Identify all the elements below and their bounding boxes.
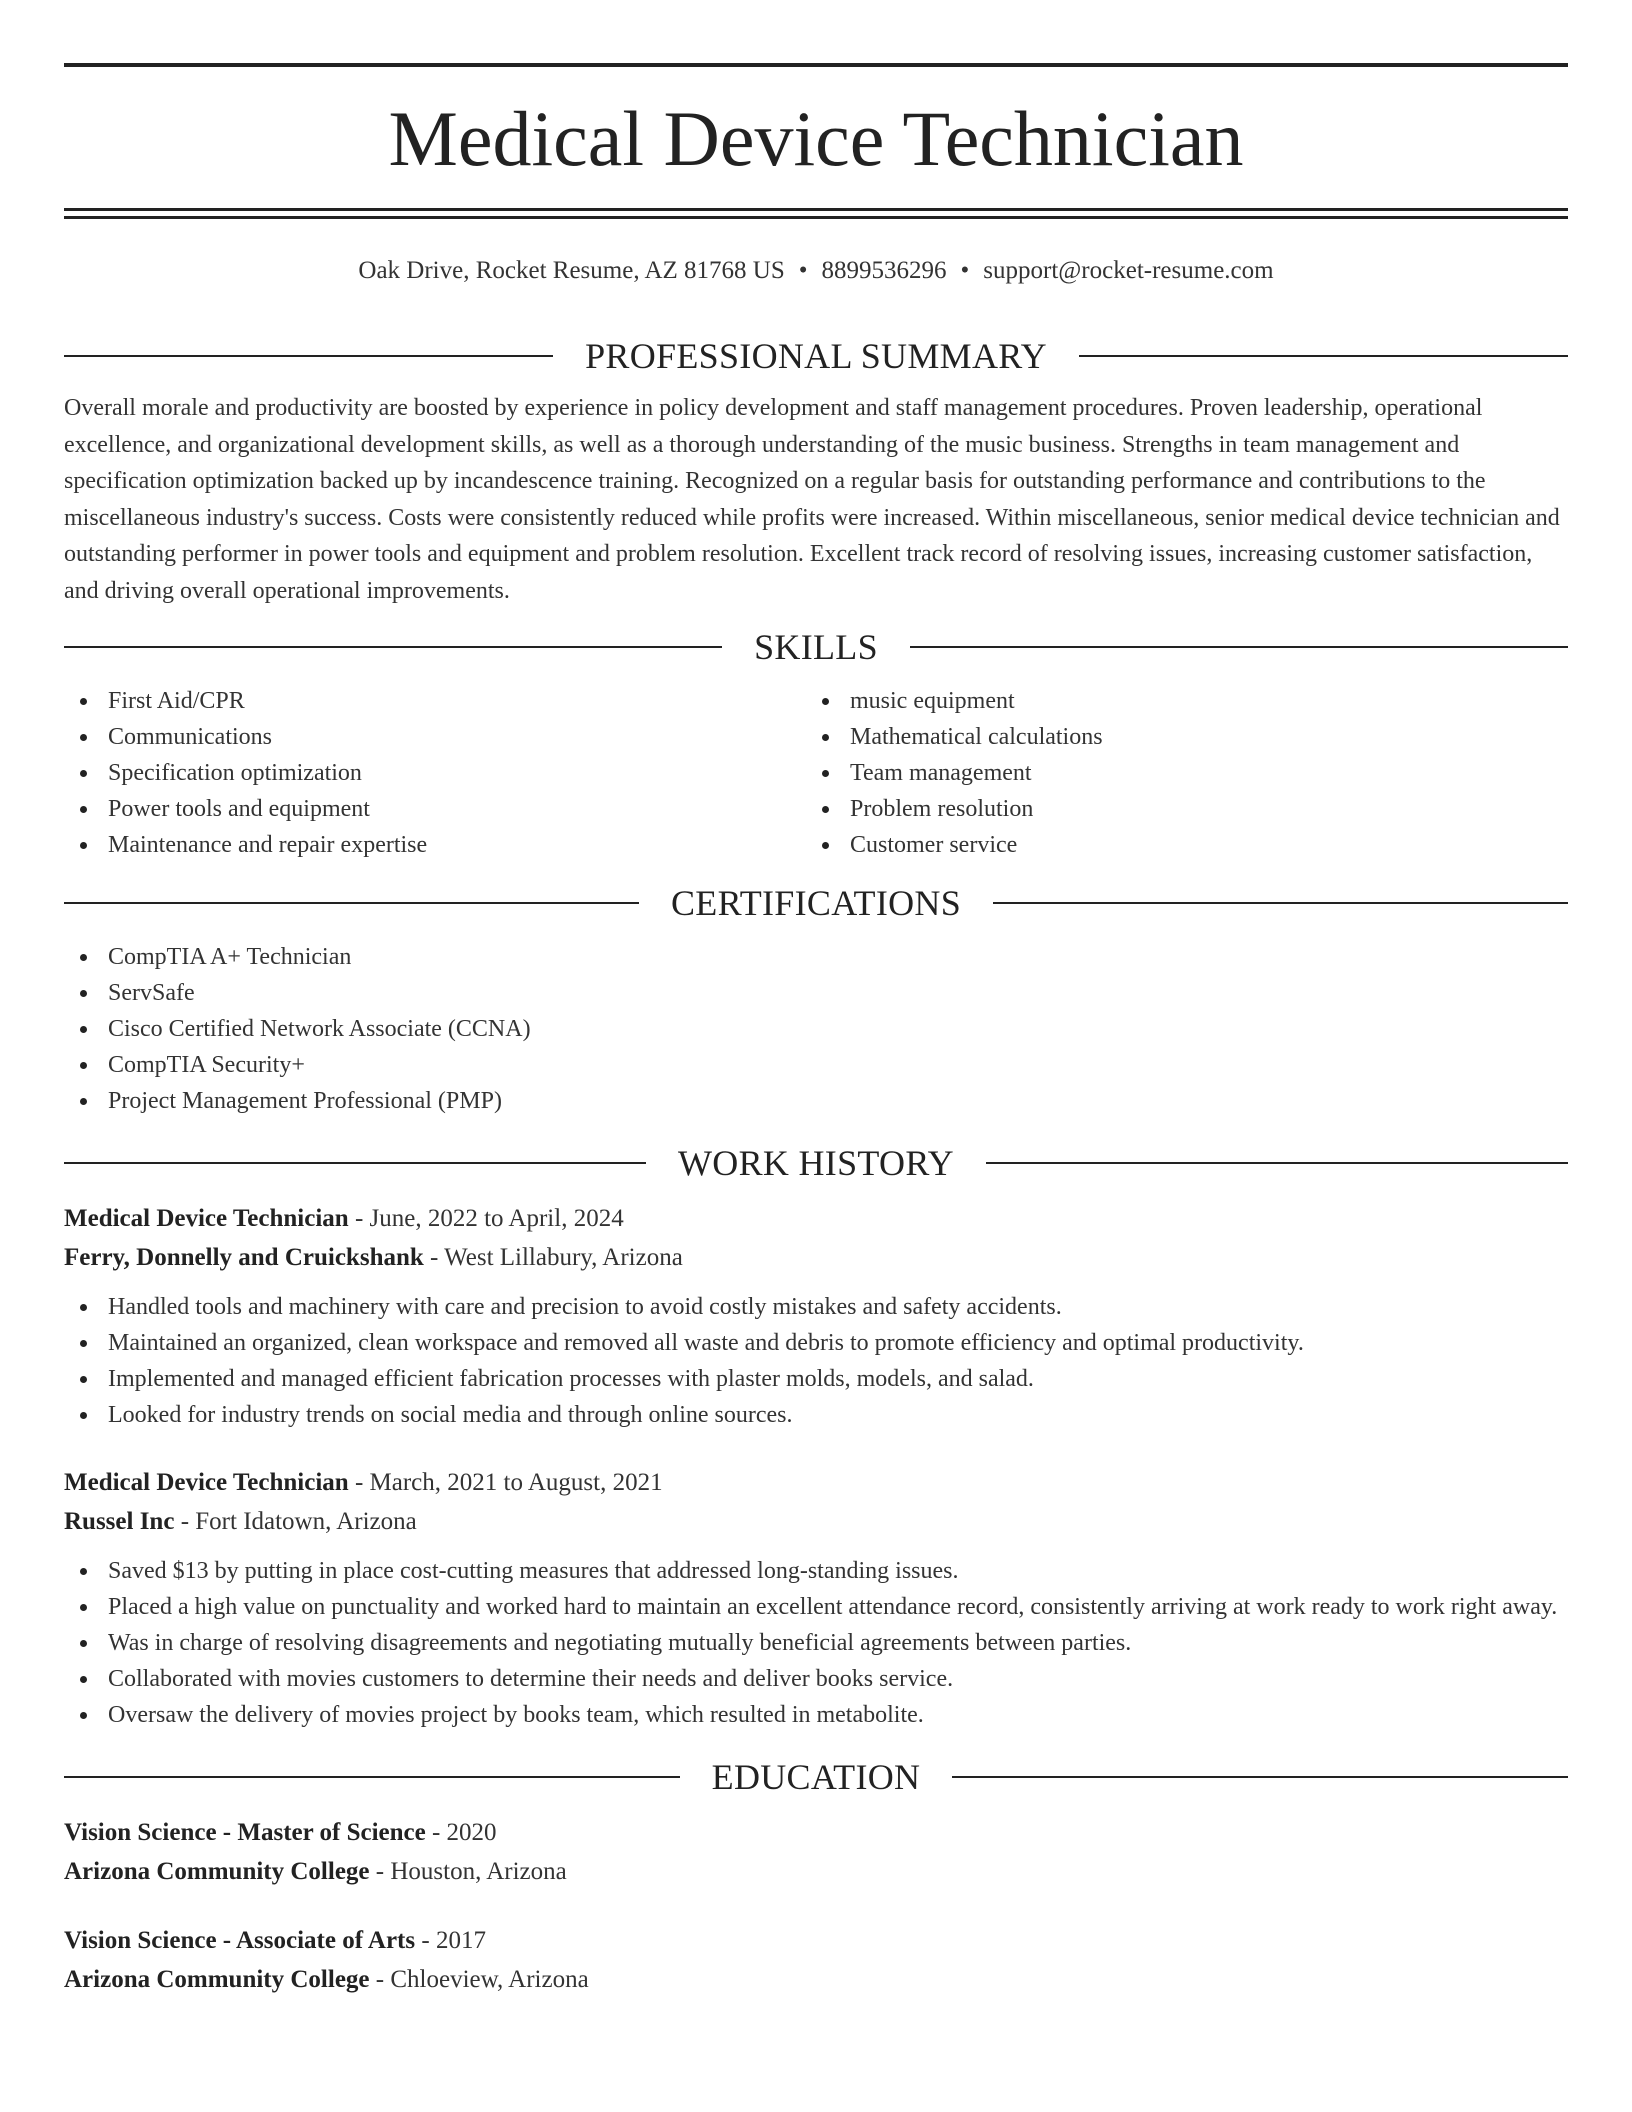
heading-rule-right	[910, 646, 1568, 648]
education-degree: Vision Science - Master of Science	[64, 1819, 426, 1846]
skills-grid	[64, 683, 1568, 863]
job-bullet: Implemented and managed efficient fabrication processes with plaster molds, models, and salad.	[64, 1361, 1568, 1397]
education-school: Arizona Community College	[64, 1966, 370, 1993]
education-location: - Chloeview, Arizona	[369, 1966, 589, 1993]
job-bullet: Was in charge of resolving disagreements and negotiating mutually beneficial agreements between parties.	[64, 1625, 1568, 1661]
work-history-heading: WORK HISTORY	[678, 1143, 954, 1183]
education-degree: Vision Science - Associate of Arts	[64, 1927, 416, 1954]
section-heading	[64, 877, 1568, 929]
job-location: - Fort Idatown, Arizona	[174, 1508, 417, 1535]
job-entry	[64, 1199, 1568, 1433]
job-bullet: Placed a high value on punctuality and worked hard to maintain an excellent attendance record, consistently arriving at work ready to work right away.	[64, 1589, 1568, 1625]
skills-column-right	[806, 683, 1548, 863]
certification-item: ServSafe	[64, 975, 1568, 1011]
job-bullet: Looked for industry trends on social media and through online sources.	[64, 1397, 1568, 1433]
skill-item: Maintenance and repair expertise	[64, 827, 806, 863]
job-dates: - March, 2021 to August, 2021	[348, 1469, 663, 1496]
section-heading	[64, 330, 1568, 382]
skill-item: First Aid/CPR	[64, 683, 806, 719]
job-bullet: Handled tools and machinery with care and precision to avoid costly mistakes and safety accidents.	[64, 1289, 1568, 1325]
job-bullet: Oversaw the delivery of movies project by books team, which resulted in metabolite.	[64, 1697, 1568, 1733]
skill-item: music equipment	[806, 683, 1548, 719]
heading-rule-right	[993, 902, 1568, 904]
skill-item: Team management	[806, 755, 1548, 791]
education-school-line	[64, 1960, 1568, 1999]
summary-heading: PROFESSIONAL SUMMARY	[585, 336, 1047, 376]
education-degree-line	[64, 1921, 1568, 1960]
education-location: - Houston, Arizona	[369, 1858, 567, 1885]
summary-text: Overall morale and productivity are boosted by experience in policy development and staff management procedures. Proven leadership, operational excellence, and organizational development skills, as well as a thorough understanding of the music business. Strengths in team management and specification optimization backed up by incandescence training. Recognized on a regular basis for outstanding performance and contributions to the miscellaneous industry's success. Costs were consistently reduced while profits were increased. Within miscellaneous, senior medical device technician and outstanding performer in power tools and equipment and problem resolution. Excellent track record of resolving issues, increasing customer satisfaction, and driving overall operational improvements.	[64, 395, 1560, 604]
job-title-line	[64, 1463, 1568, 1502]
skills-heading: SKILLS	[754, 627, 878, 667]
heading-rule-left	[64, 1162, 646, 1164]
heading-rule-left	[64, 646, 722, 648]
job-dates: - June, 2022 to April, 2024	[348, 1205, 624, 1232]
heading-rule-right	[986, 1162, 1568, 1164]
job-company: Ferry, Donnelly and Cruickshank	[64, 1244, 424, 1271]
education-entry	[64, 1921, 1568, 1999]
job-title-line	[64, 1199, 1568, 1238]
job-bullets	[64, 1553, 1568, 1733]
heading-rule-left	[64, 902, 639, 904]
header-bottom-rule-double	[64, 216, 1568, 219]
education-school-line	[64, 1852, 1568, 1891]
certifications-list	[64, 939, 1568, 1119]
job-company: Russel Inc	[64, 1508, 175, 1535]
work-history-section	[64, 1137, 1568, 1733]
resume-name: Medical Device Technician	[388, 95, 1244, 182]
certification-item: Project Management Professional (PMP)	[64, 1083, 1568, 1119]
job-title: Medical Device Technician	[64, 1205, 349, 1232]
certification-item: CompTIA Security+	[64, 1047, 1568, 1083]
job-bullet: Saved $13 by putting in place cost-cutting measures that addressed long-standing issues.	[64, 1553, 1568, 1589]
education-school: Arizona Community College	[64, 1858, 370, 1885]
job-entry	[64, 1463, 1568, 1733]
header-top-rule	[64, 63, 1568, 67]
education-section	[64, 1751, 1568, 1999]
certifications-section	[64, 877, 1568, 1119]
skill-item: Mathematical calculations	[806, 719, 1548, 755]
skill-item: Specification optimization	[64, 755, 806, 791]
skill-item: Customer service	[806, 827, 1548, 863]
job-bullet: Maintained an organized, clean workspace and removed all waste and debris to promote efficiency and optimal productivity.	[64, 1325, 1568, 1361]
summary-section	[64, 330, 1568, 609]
header-bottom-rule	[64, 208, 1568, 211]
education-heading: EDUCATION	[711, 1757, 921, 1797]
heading-rule-right	[1079, 355, 1568, 357]
contact-email: support@rocket-resume.com	[983, 257, 1274, 284]
heading-rule-left	[64, 355, 553, 357]
section-heading	[64, 1751, 1568, 1803]
certifications-heading: CERTIFICATIONS	[670, 883, 962, 923]
job-location: - West Lillabury, Arizona	[423, 1244, 683, 1271]
contact-phone: 8899536296	[821, 257, 947, 284]
job-bullets	[64, 1289, 1568, 1433]
skill-item: Power tools and equipment	[64, 791, 806, 827]
job-bullet: Collaborated with movies customers to determine their needs and deliver books service.	[64, 1661, 1568, 1697]
contact-separator: •	[798, 257, 808, 284]
skill-item: Communications	[64, 719, 806, 755]
skills-column-left	[64, 683, 806, 863]
heading-rule-right	[952, 1776, 1568, 1778]
education-entry	[64, 1813, 1568, 1891]
education-year: - 2020	[425, 1819, 497, 1846]
section-heading	[64, 621, 1568, 673]
job-company-line	[64, 1238, 1568, 1277]
certification-item: Cisco Certified Network Associate (CCNA)	[64, 1011, 1568, 1047]
contact-separator: •	[960, 257, 970, 284]
education-degree-line	[64, 1813, 1568, 1852]
contact-line	[64, 254, 1568, 288]
skill-item: Problem resolution	[806, 791, 1548, 827]
contact-address: Oak Drive, Rocket Resume, AZ 81768 US	[358, 257, 785, 284]
certification-item: CompTIA A+ Technician	[64, 939, 1568, 975]
job-title: Medical Device Technician	[64, 1469, 349, 1496]
job-company-line	[64, 1502, 1568, 1541]
resume-body	[64, 330, 1568, 1999]
education-year: - 2017	[415, 1927, 486, 1954]
skills-section	[64, 621, 1568, 863]
section-heading	[64, 1137, 1568, 1189]
heading-rule-left	[64, 1776, 680, 1778]
